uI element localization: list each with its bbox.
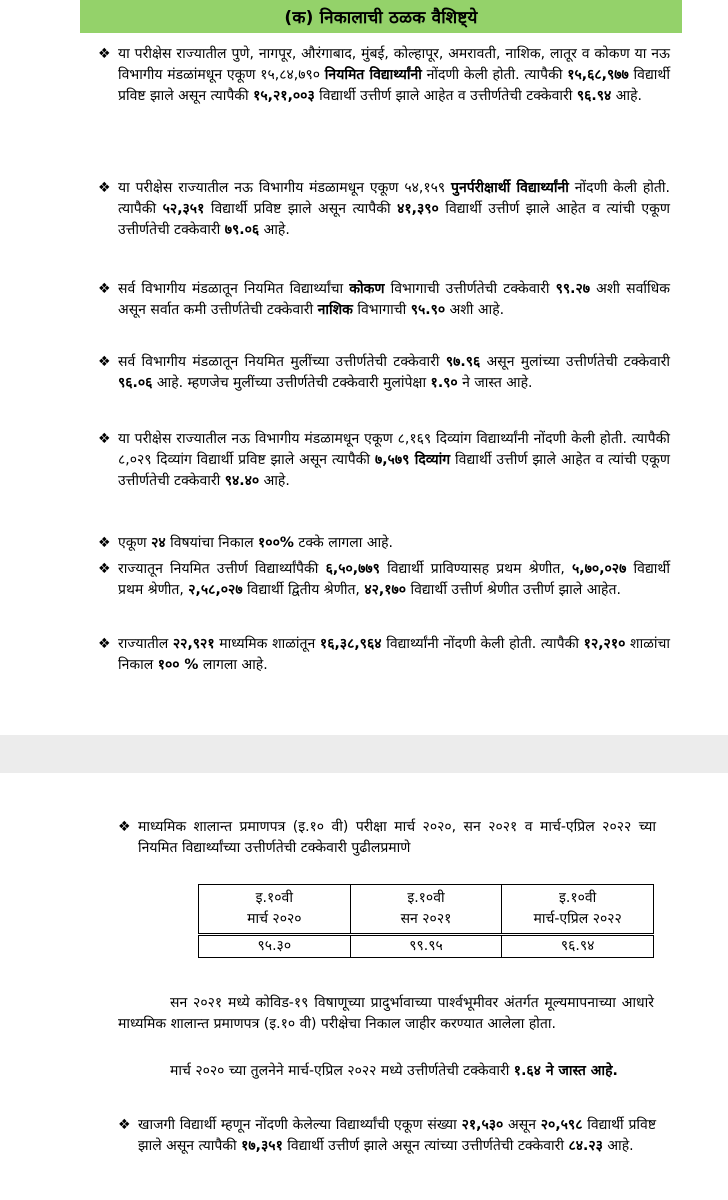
bold-text: २०,५९८	[540, 1117, 583, 1133]
text: मार्च २०२० च्या तुलनेने मार्च-एप्रिल २०२२ मध्ये उत्तीर्णतेची टक्केवारी	[170, 1063, 514, 1079]
bold-text: २२,९२१	[172, 636, 215, 652]
bold-text: ८४.२३	[568, 1138, 603, 1154]
table-header-row	[199, 885, 654, 935]
header-line: सन २०२१	[400, 911, 452, 927]
bold-text: ५२,३५१	[162, 201, 205, 217]
text: आहे. म्हणजेच मुलींच्या उत्तीर्णतेची टक्केवारी मुलांपेक्षा	[152, 375, 431, 391]
header-line: इ.१०वी	[559, 890, 597, 906]
text: विद्यार्थी द्वितीय श्रेणीत,	[242, 582, 365, 598]
text: नोंदणी केली होती. त्यापैकी	[421, 67, 568, 83]
bold-text: ४२,१७०	[364, 582, 407, 598]
bold-text: १५,२१,००३	[253, 88, 315, 104]
bullet-schools	[98, 634, 670, 676]
text: आहे.	[259, 473, 290, 489]
table-cell: ९६.९४	[502, 935, 654, 958]
table-cell: ९९.९५	[350, 935, 502, 958]
bullet-regular-students	[98, 44, 670, 107]
bold-text: ४१,३९०	[397, 201, 439, 217]
text: विद्यार्थी उत्तीर्ण श्रेणीत उत्तीर्ण झाले आहेत.	[406, 582, 621, 598]
table-header-cell	[502, 885, 654, 935]
bullet-icon: ❖	[98, 431, 111, 447]
text: विभागाची उत्तीर्णतेची टक्केवारी	[384, 281, 556, 297]
bullet-divyang-students	[98, 429, 670, 492]
page-gap	[0, 735, 728, 773]
bold-text: २१,५३०	[461, 1117, 504, 1133]
text: या परीक्षेस राज्यातील नऊ विभागीय मंडळामधून एकूण ५४,१५९	[118, 180, 452, 196]
section-heading-text: (क) निकालाची ठळक वैशिष्ट्ये	[284, 8, 478, 28]
bold-text: २४	[151, 535, 166, 551]
bullet-icon: ❖	[98, 636, 111, 652]
bold-text: ९९.२७	[555, 281, 591, 297]
bullet-division-results	[98, 279, 670, 321]
comparison-paragraph	[118, 1061, 654, 1082]
bullet-divisions-grade	[98, 559, 670, 601]
text: विद्यार्थी उत्तीर्ण झाले आहेत व उत्तीर्णतेची टक्केवारी	[314, 88, 577, 104]
text: विद्यार्थी उत्तीर्ण झाले असून त्यांच्या उत्तीर्णतेची टक्केवारी	[282, 1138, 569, 1154]
bullet-icon: ❖	[98, 561, 111, 577]
bold-text: ५,७०,०२७	[572, 561, 627, 577]
bullet-icon: ❖	[98, 354, 111, 370]
text: असून मुलांच्या उत्तीर्णतेची टक्केवारी	[480, 354, 670, 370]
text: सर्व विभागीय मंडळातून नियमित मुलींच्या उत्तीर्णतेची टक्केवारी	[118, 354, 446, 370]
bold-text: ९४.४०	[224, 473, 260, 489]
header-line: मार्च-एप्रिल २०२२	[533, 911, 622, 927]
bold-text: कोकण	[349, 281, 385, 297]
text: विद्यार्थी उत्तीर्ण झाले आहेत व त्यांची एकूण उत्तीर्णतेची टक्केवारी	[118, 452, 670, 489]
header-line: इ.१०वी	[407, 890, 445, 906]
bold-text: १००%	[258, 535, 294, 551]
bullet-icon: ❖	[118, 1117, 131, 1133]
text: विषयांचा निकाल	[165, 535, 259, 551]
covid-note-paragraph	[118, 993, 654, 1035]
text: शाळांचा निकाल	[118, 636, 670, 673]
bullet-icon: ❖	[98, 535, 111, 551]
text: विद्यार्थी प्रविष्ट झाले असून त्यापैकी	[138, 1117, 656, 1154]
header-line: मार्च २०२०	[247, 911, 302, 927]
text: ने जास्त आहे.	[457, 375, 533, 391]
text: माध्यमिक शाळांतून	[214, 636, 320, 652]
bullet-icon: ❖	[118, 819, 131, 835]
bold-text: नियमित विद्यार्थ्यांनी	[324, 67, 422, 83]
bold-text: १०० %	[157, 657, 199, 673]
bullet-subjects	[98, 533, 670, 554]
bullet-repeat-students	[98, 178, 670, 241]
text: विद्यार्थी प्राविण्यासह प्रथम श्रेणीत,	[379, 561, 573, 577]
bold-text: ९५.९०	[410, 302, 446, 318]
text: विद्यार्थ्यांनी नोंदणी केली होती. त्यापैकी	[381, 636, 584, 652]
bold-text: ९६.९४	[576, 88, 612, 104]
bold-text: ९६.०६	[118, 375, 153, 391]
text: आहे.	[259, 222, 290, 238]
table-header-cell	[350, 885, 502, 935]
text: राज्यातील	[118, 636, 173, 652]
bold-text: १.६४ ने जास्त आहे.	[513, 1063, 618, 1079]
bullet-icon: ❖	[98, 281, 111, 297]
bold-text: १६,३८,९६४	[319, 636, 382, 652]
text: असून	[503, 1117, 541, 1133]
bold-text: ७,५७९ दिव्यांग	[374, 452, 451, 468]
bullet-private-students	[118, 1115, 656, 1157]
text: या परीक्षेस राज्यातील नऊ विभागीय मंडळामधून एकूण ८,१६९ दिव्यांग विद्यार्थ्यांनी नोंदणी केली होती. त्यापैकी ८,०२९ दिव्यांग विद्यार्थी प्रविष्ट झाले असून त्यापैकी	[118, 431, 670, 468]
bullet-comparison-intro	[118, 817, 656, 859]
text: टक्के लागला आहे.	[293, 535, 394, 551]
text: आहे.	[602, 1138, 634, 1154]
text: राज्यातून नियमित उत्तीर्ण विद्यार्थ्यांपैकी	[118, 561, 326, 577]
bold-text: २,५८,०२७	[188, 582, 243, 598]
pass-percentage-table	[198, 884, 654, 958]
text: खाजगी विद्यार्थी म्हणून नोंदणी केलेल्या विद्यार्थ्यांची एकूण संख्या	[138, 1117, 462, 1133]
text: अशी आहे.	[445, 302, 505, 318]
bold-text: १२,२१०	[583, 636, 626, 652]
text: लागला आहे.	[198, 657, 268, 673]
text: विद्यार्थी प्रविष्ट झाले असून त्यापैकी	[118, 67, 670, 104]
text: नोंदणी केली होती. त्यापैकी	[118, 180, 670, 217]
bullet-icon: ❖	[98, 180, 111, 196]
bold-text: ७९.०६	[224, 222, 260, 238]
bold-text: १७,३५१	[241, 1138, 283, 1154]
section-heading	[80, 0, 682, 33]
text: विद्यार्थी प्रविष्ट झाले असून त्यापैकी	[204, 201, 398, 217]
bold-text: ९७.९६	[445, 354, 481, 370]
text: माध्यमिक शालान्त प्रमाणपत्र (इ.१० वी) परीक्षा मार्च २०२०, सन २०२१ व मार्च-एप्रिल २०२२ च्या नियमित विद्यार्थ्यांच्या उत्तीर्णतेची टक्केवारी पुढीलप्रमाणे	[138, 819, 656, 856]
bullet-girls-boys	[98, 352, 670, 394]
text: विभागाची	[352, 302, 411, 318]
text: एकूण	[118, 535, 152, 551]
header-line: इ.१०वी	[255, 890, 293, 906]
text: अशी सर्वाधिक असून सर्वात कमी उत्तीर्णतेची टक्केवारी	[118, 281, 670, 318]
text: विद्यार्थी उत्तीर्ण झाले आहेत व त्यांची एकूण उत्तीर्णतेची टक्केवारी	[118, 201, 670, 238]
text: सर्व विभागीय मंडळातून नियमित विद्यार्थ्यांचा	[118, 281, 350, 297]
bold-text: १५,६८,९७७	[567, 67, 629, 83]
bold-text: १.९०	[430, 375, 458, 391]
bold-text: नाशिक	[317, 302, 353, 318]
text: विद्यार्थी प्रथम श्रेणीत,	[118, 561, 670, 598]
table-row	[199, 935, 654, 958]
text: सन २०२१ मध्ये कोविड-१९ विषाणूच्या प्रादुर्भावाच्या पार्श्वभूमीवर अंतर्गत मूल्यमापनाच्या आधारे माध्यमिक शालान्त प्रमाणपत्र (इ.१० वी) परीक्षेचा निकाल जाहीर करण्यात आलेला होता.	[118, 995, 654, 1032]
text: आहे.	[611, 88, 642, 104]
bold-text: पुनर्परीक्षार्थी विद्यार्थ्यांनी	[451, 180, 569, 196]
table-header-cell	[199, 885, 351, 935]
bold-text: ६,५०,७७९	[325, 561, 380, 577]
bullet-icon: ❖	[98, 46, 111, 62]
table-cell: ९५.३०	[199, 935, 351, 958]
text: या परीक्षेस राज्यातील पुणे, नागपूर, औरंगाबाद, मुंबई, कोल्हापूर, अमरावती, नाशिक, लातूर व कोकण या नऊ विभागीय मंडळांमधून एकूण १५,८४,७९०	[118, 46, 670, 83]
